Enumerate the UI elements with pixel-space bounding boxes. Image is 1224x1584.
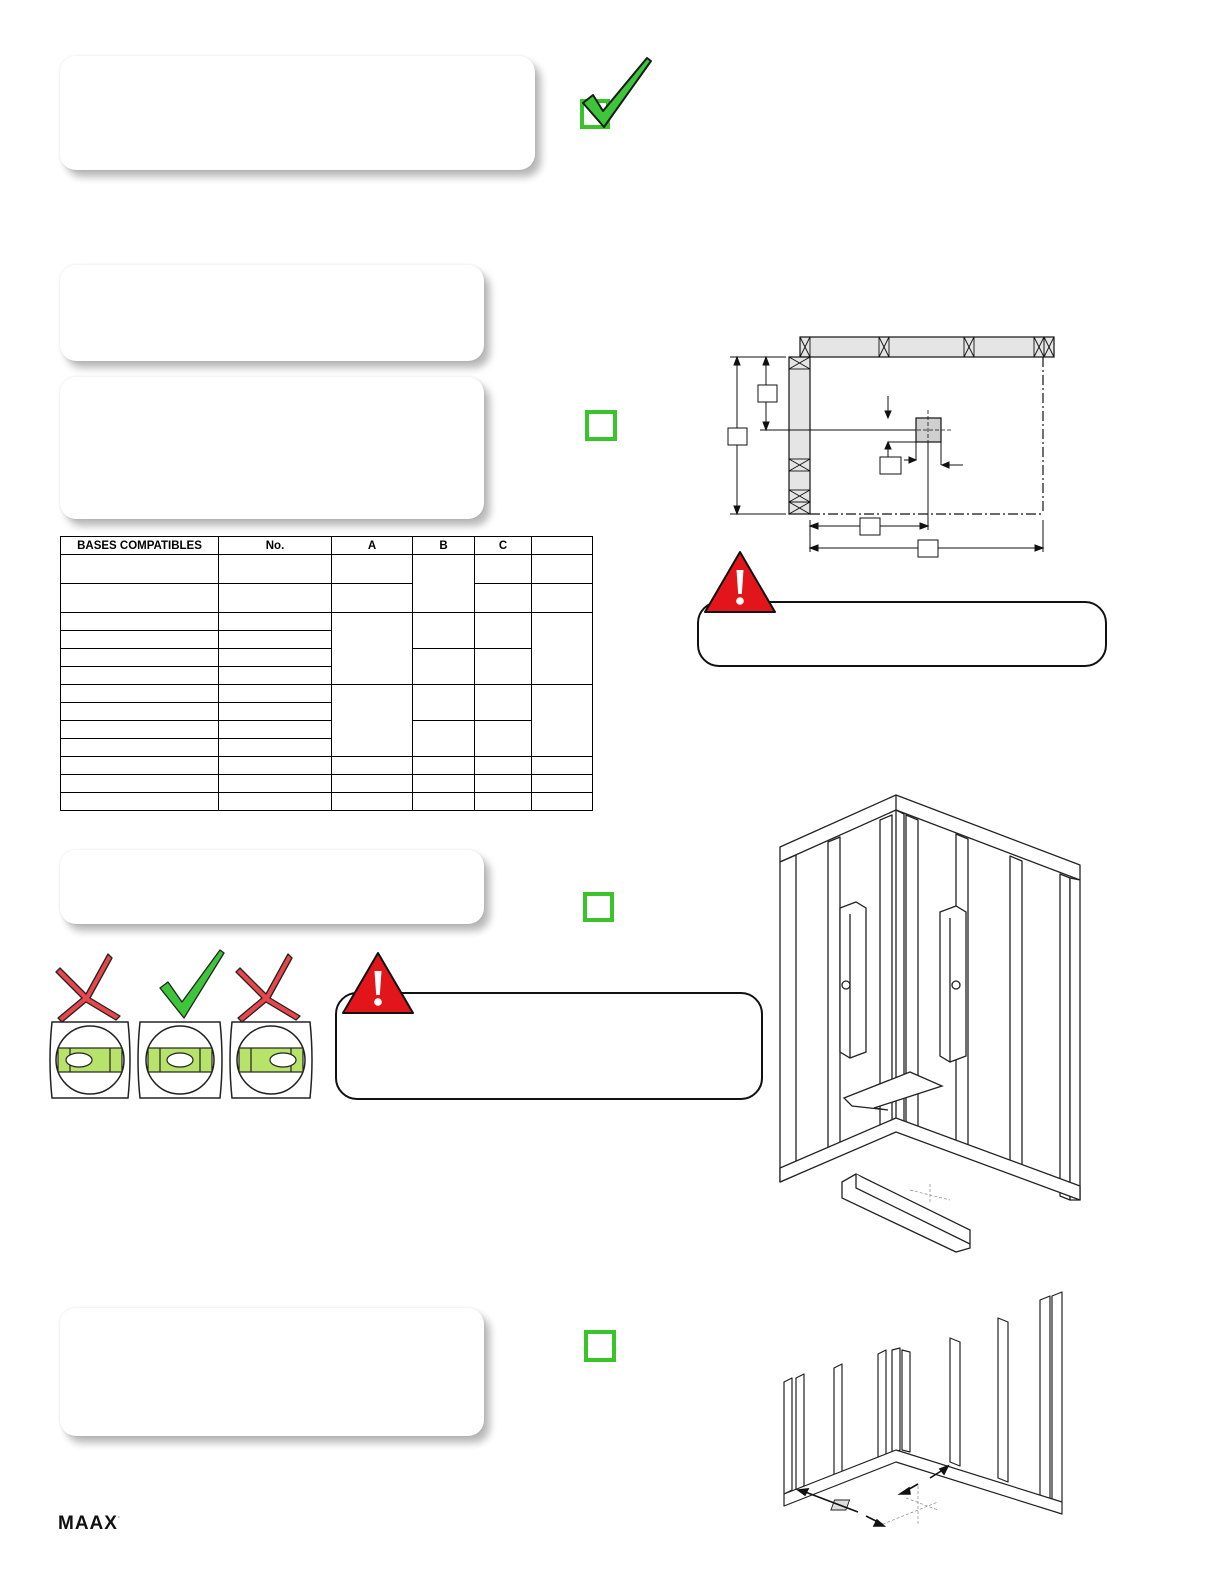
table-row — [61, 613, 593, 631]
checkbox-step-5[interactable] — [584, 1330, 616, 1362]
drain-position-plan-diagram — [720, 330, 1080, 565]
compatible-bases-table — [60, 536, 593, 811]
bubble-level-icon — [50, 1022, 130, 1098]
checkmark-icon — [160, 950, 224, 1018]
checkmark-icon — [575, 55, 655, 135]
bubble-level-icon — [230, 1022, 312, 1098]
checkbox-step-4[interactable] — [583, 892, 614, 922]
wall-framing-level-illustration — [770, 790, 1090, 1260]
warning-triangle-icon — [703, 550, 777, 614]
instruction-card-4 — [60, 850, 484, 924]
instruction-card-1 — [60, 56, 535, 170]
table-header-row — [61, 537, 593, 555]
maax-logo — [58, 1513, 121, 1535]
instruction-card-2 — [60, 265, 484, 361]
table-header-a: A — [332, 537, 413, 555]
instruction-card-5 — [60, 1308, 484, 1436]
checkbox-step-3[interactable] — [585, 410, 617, 441]
table-row — [61, 584, 593, 613]
table-row — [61, 757, 593, 775]
brand-trademark: · — [117, 1515, 121, 1521]
brand-name: MAAX — [58, 1513, 118, 1534]
table-header-bases: BASES COMPATIBLES — [61, 537, 219, 555]
table-row — [61, 649, 593, 667]
warning-triangle-icon — [341, 951, 415, 1015]
table-header-blank — [532, 537, 593, 555]
table-header-c: C — [475, 537, 532, 555]
instruction-card-3 — [60, 377, 484, 519]
table-row — [61, 721, 593, 739]
level-examples — [48, 950, 318, 1102]
table-row — [61, 555, 593, 584]
table-row — [61, 775, 593, 793]
cross-icon — [56, 954, 120, 1022]
table-header-number: No. — [219, 537, 332, 555]
wall-framing-drain-illustration — [778, 1290, 1078, 1530]
table-header-b: B — [413, 537, 475, 555]
bubble-level-icon — [138, 1022, 222, 1098]
cross-icon — [236, 954, 300, 1022]
table-row — [61, 793, 593, 811]
table-row — [61, 685, 593, 703]
